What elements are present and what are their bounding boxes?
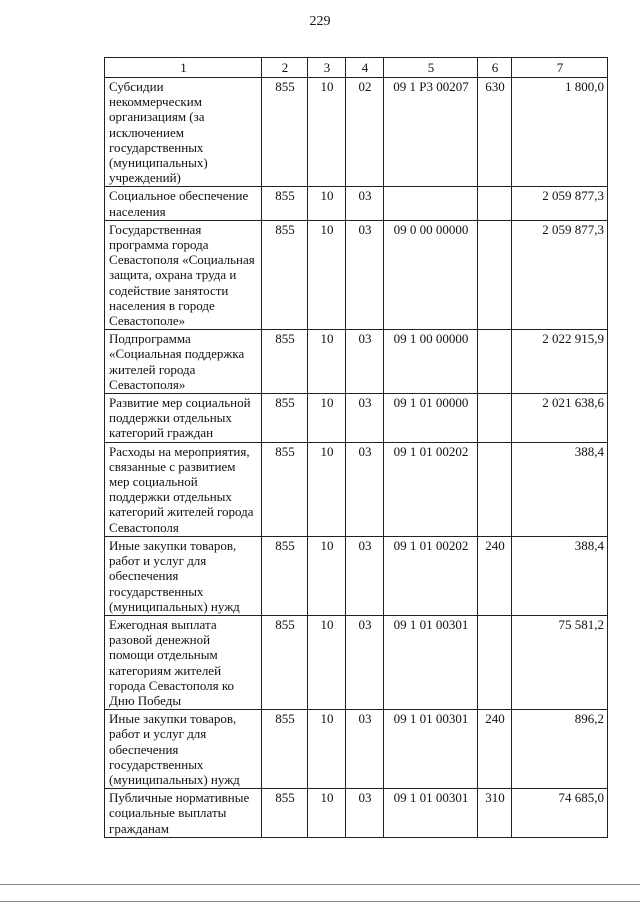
target-article-cell: 09 1 01 00301 [384, 710, 478, 789]
table-row [105, 78, 608, 187]
expense-type-cell: 310 [478, 789, 512, 838]
expense-name-cell: Ежегодная выплата разовой денежной помощи отдельным категориям жителей города Севастополя ко Дню Победы [105, 615, 262, 709]
target-article-cell: 09 1 01 00202 [384, 442, 478, 536]
expense-type-cell [478, 330, 512, 394]
table-row [105, 710, 608, 789]
expense-type-cell: 240 [478, 536, 512, 615]
table-row [105, 615, 608, 709]
column-header: 2 [262, 58, 308, 78]
amount-cell: 896,2 [512, 710, 608, 789]
scan-edge-line [0, 901, 640, 902]
section-code-cell: 10 [308, 789, 346, 838]
target-article-cell: 09 0 00 00000 [384, 220, 478, 329]
expense-type-cell [478, 442, 512, 536]
expense-name-cell: Развитие мер социальной поддержки отдельных категорий граждан [105, 394, 262, 443]
column-header: 1 [105, 58, 262, 78]
expense-name-cell: Расходы на мероприятия, связанные с развитием мер социальной поддержки отдельных категорий жителей города Севастополя [105, 442, 262, 536]
ministry-code-cell: 855 [262, 536, 308, 615]
expense-type-cell: 240 [478, 710, 512, 789]
table-row [105, 442, 608, 536]
section-code-cell: 10 [308, 615, 346, 709]
expense-type-cell [478, 615, 512, 709]
table-row [105, 394, 608, 443]
table-row [105, 330, 608, 394]
ministry-code-cell: 855 [262, 615, 308, 709]
target-article-cell: 09 1 00 00000 [384, 330, 478, 394]
amount-cell: 75 581,2 [512, 615, 608, 709]
ministry-code-cell: 855 [262, 710, 308, 789]
target-article-cell [384, 187, 478, 220]
budget-table [104, 57, 608, 838]
expense-name-cell: Иные закупки товаров, работ и услуг для обеспечения государственных (муниципальных) нужд [105, 710, 262, 789]
target-article-cell: 09 1 01 00202 [384, 536, 478, 615]
column-header: 6 [478, 58, 512, 78]
expense-name-cell: Подпрограмма «Социальная поддержка жителей города Севастополя» [105, 330, 262, 394]
expense-type-cell: 630 [478, 78, 512, 187]
column-header: 5 [384, 58, 478, 78]
subsection-code-cell: 03 [346, 394, 384, 443]
subsection-code-cell: 03 [346, 536, 384, 615]
section-code-cell: 10 [308, 442, 346, 536]
amount-cell: 2 022 915,9 [512, 330, 608, 394]
expense-type-cell [478, 220, 512, 329]
ministry-code-cell: 855 [262, 442, 308, 536]
section-code-cell: 10 [308, 330, 346, 394]
amount-cell: 388,4 [512, 536, 608, 615]
section-code-cell: 10 [308, 220, 346, 329]
ministry-code-cell: 855 [262, 394, 308, 443]
expense-name-cell: Социальное обеспечение населения [105, 187, 262, 220]
page-number: 229 [309, 14, 331, 29]
section-code-cell: 10 [308, 78, 346, 187]
table-row [105, 789, 608, 838]
subsection-code-cell: 03 [346, 710, 384, 789]
target-article-cell: 09 1 01 00301 [384, 615, 478, 709]
amount-cell: 2 059 877,3 [512, 187, 608, 220]
section-code-cell: 10 [308, 536, 346, 615]
target-article-cell: 09 1 01 00301 [384, 789, 478, 838]
amount-cell: 2 021 638,6 [512, 394, 608, 443]
scan-edge-line [0, 884, 640, 885]
column-header: 3 [308, 58, 346, 78]
amount-cell: 2 059 877,3 [512, 220, 608, 329]
amount-cell: 388,4 [512, 442, 608, 536]
target-article-cell: 09 1 01 00000 [384, 394, 478, 443]
table-row [105, 220, 608, 329]
expense-type-cell [478, 187, 512, 220]
target-article-cell: 09 1 Р3 00207 [384, 78, 478, 187]
ministry-code-cell: 855 [262, 78, 308, 187]
table-body [105, 78, 608, 838]
subsection-code-cell: 03 [346, 615, 384, 709]
subsection-code-cell: 03 [346, 789, 384, 838]
amount-cell: 1 800,0 [512, 78, 608, 187]
subsection-code-cell: 03 [346, 442, 384, 536]
table-row [105, 187, 608, 220]
expense-name-cell: Публичные нормативные социальные выплаты гражданам [105, 789, 262, 838]
header-row [105, 58, 608, 78]
subsection-code-cell: 03 [346, 330, 384, 394]
table-row [105, 536, 608, 615]
ministry-code-cell: 855 [262, 187, 308, 220]
expense-name-cell: Субсидии некоммерческим организациям (за исключением государственных (муниципальных) учреждений) [105, 78, 262, 187]
subsection-code-cell: 02 [346, 78, 384, 187]
ministry-code-cell: 855 [262, 789, 308, 838]
subsection-code-cell: 03 [346, 220, 384, 329]
ministry-code-cell: 855 [262, 220, 308, 329]
column-header: 4 [346, 58, 384, 78]
section-code-cell: 10 [308, 187, 346, 220]
amount-cell: 74 685,0 [512, 789, 608, 838]
expense-type-cell [478, 394, 512, 443]
subsection-code-cell: 03 [346, 187, 384, 220]
section-code-cell: 10 [308, 394, 346, 443]
section-code-cell: 10 [308, 710, 346, 789]
ministry-code-cell: 855 [262, 330, 308, 394]
expense-name-cell: Иные закупки товаров, работ и услуг для обеспечения государственных (муниципальных) нужд [105, 536, 262, 615]
column-header: 7 [512, 58, 608, 78]
expense-name-cell: Государственная программа города Севастополя «Социальная защита, охрана труда и содействие занятости населения в городе Севастополе» [105, 220, 262, 329]
